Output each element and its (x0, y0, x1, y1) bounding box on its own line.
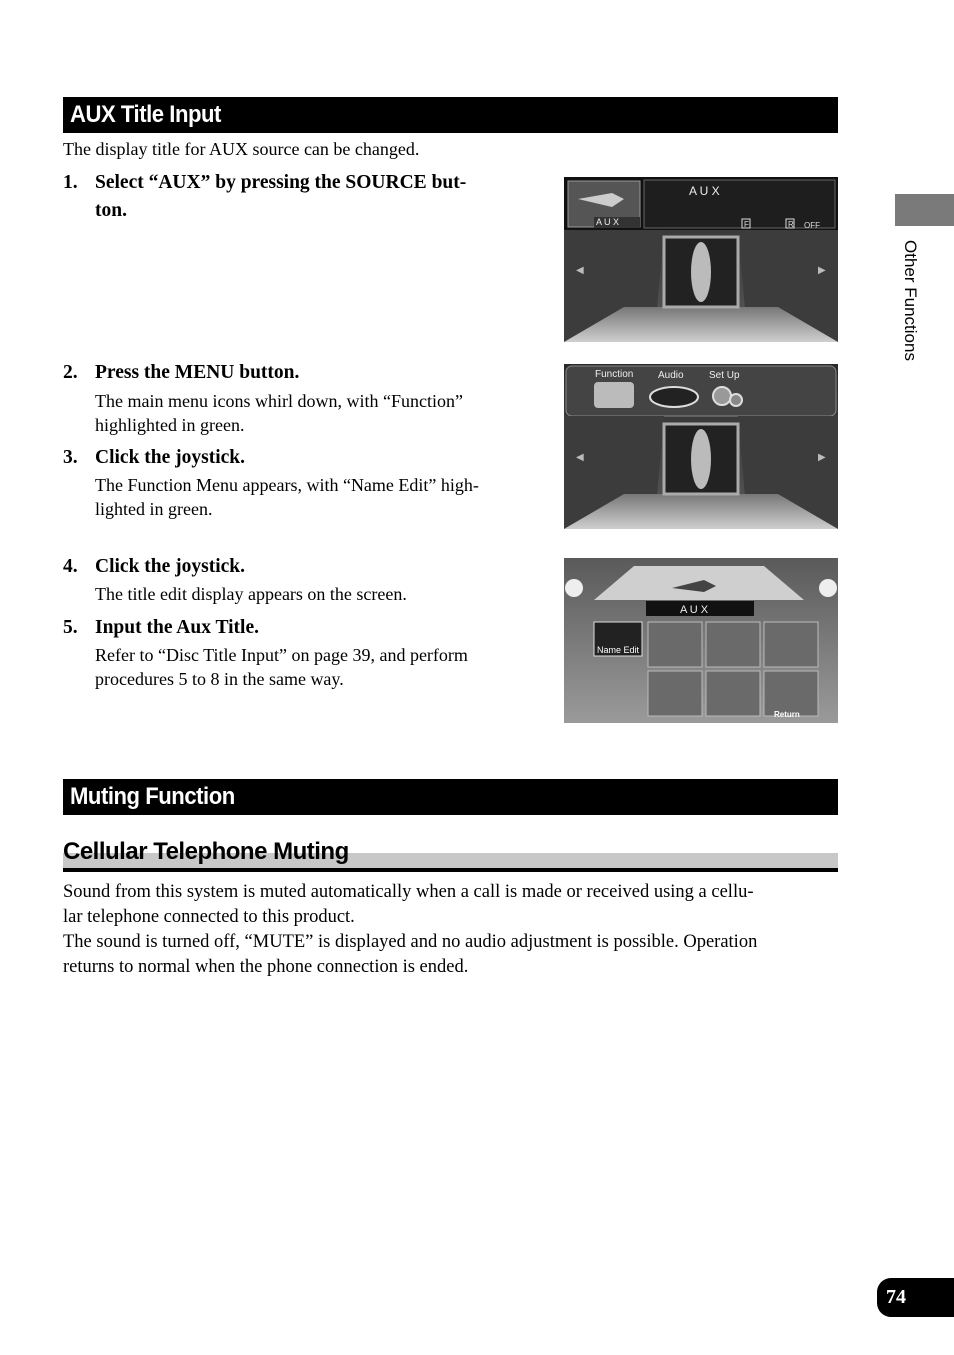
step-2: 2. Press the MENU button. (63, 362, 300, 383)
step-3: 3. Click the joystick. (63, 447, 246, 468)
menu-function-label: Function (595, 369, 634, 380)
svg-text:▶: ▶ (818, 452, 826, 463)
left-arrow-icon: ◀ (576, 265, 584, 276)
audio-menu-icon (650, 387, 698, 407)
step-1: 1. Select “AUX” by pressing the SOURCE but- ton. (63, 172, 467, 221)
aux-source-screenshot (564, 177, 838, 342)
svg-text:R: R (788, 220, 794, 229)
svg-text:◀: ◀ (576, 452, 584, 463)
muting-paragraph-1: Sound from this system is muted automatically when a call is made or received using a cellu- lar telephone connected to this product. (63, 882, 754, 927)
page-number: 74 (877, 1278, 954, 1317)
name-edit-screenshot (564, 558, 838, 723)
step-5: 5. Input the Aux Title. (63, 617, 259, 638)
step-5-description: Refer to “Disc Title Input” on page 39, and perform procedures 5 to 8 in the same way. (95, 645, 468, 689)
function-menu-icon (594, 382, 634, 408)
step-3-description: The Function Menu appears, with “Name Edit” high- lighted in green. (95, 475, 479, 519)
menu-audio-label: Audio (658, 370, 684, 381)
chapter-tab (895, 194, 954, 226)
aux-source-label: A U X (596, 217, 620, 227)
step-4-description: The title edit display appears on the screen. (95, 584, 407, 604)
setup-gear-icon (713, 387, 731, 405)
intro-text: The display title for AUX source can be changed. (63, 139, 420, 159)
name-edit-label: Name Edit (597, 645, 640, 655)
chapter-label: Other Functions (901, 240, 920, 361)
edit-title-text: A U X (680, 604, 709, 616)
svg-text:OFF: OFF (804, 221, 820, 230)
muting-paragraph-2: The sound is turned off, “MUTE” is displayed and no audio adjustment is possible. Operation returns to normal when the phone connection is ended. (63, 932, 758, 977)
menu-setup-label: Set Up (709, 370, 740, 381)
step-2-description: The main menu icons whirl down, with “Function” highlighted in green. (95, 391, 463, 435)
step-4: 4. Click the joystick. (63, 556, 246, 577)
right-arrow-icon: ▶ (818, 265, 826, 276)
svg-text:F: F (744, 220, 749, 229)
section-heading-muting-function: Muting Function (63, 779, 838, 815)
section-heading-aux-title-input: AUX Title Input (63, 97, 838, 133)
subheading-cellular-telephone-muting: Cellular Telephone Muting (63, 836, 838, 874)
aux-title-text: A U X (689, 184, 720, 198)
main-menu-screenshot (564, 364, 838, 529)
return-label: Return (774, 710, 800, 719)
